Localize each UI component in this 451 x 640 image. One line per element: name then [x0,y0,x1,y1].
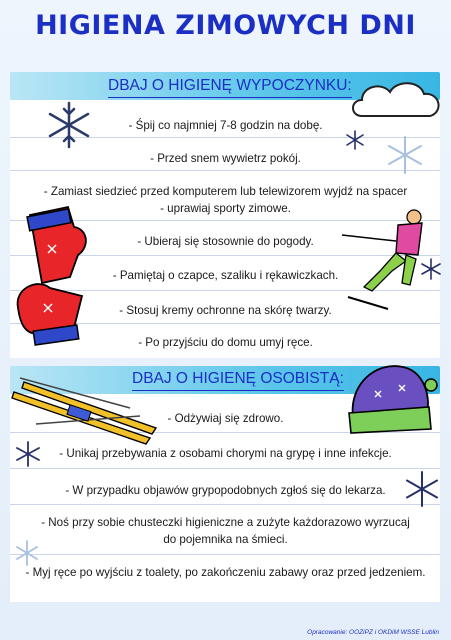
heading-underline [132,390,344,392]
list-item: - Noś przy sobie chusteczki higieniczne a zużyte każdorazowo wyrzucaj [41,516,410,529]
list-item: - Przed snem wywietrz pokój. [150,152,301,165]
list-item: - Stosuj kremy ochronne na skórę twarzy. [119,304,332,317]
snowflake-icon [420,258,442,280]
list-item: - Unikaj przebywania z osobami chorymi na grypę i inne infekcje. [59,447,392,460]
divider [10,504,440,505]
divider [10,170,440,171]
list-item: - Ubieraj się stosownie do pogody. [137,235,314,248]
cloud-icon [350,78,445,123]
snowflake-icon [44,100,94,150]
list-item: do pojemnika na śmieci. [163,533,288,546]
list-item: - Myj ręce po wyjściu z toalety, po zakończeniu zabawy oraz przed jedzeniem. [25,566,426,579]
section-heading-personal [132,370,344,388]
list-item: - Śpij co najmniej 7-8 godzin na dobę. [128,119,323,132]
snowflake-icon [345,130,365,150]
snowflake-icon [385,135,425,175]
list-item: - Odżywiaj się zdrowo. [167,412,284,425]
credit-note: Opracowanie: OOZiPZ i OKDiM WSSE Lublin [307,629,439,636]
section-heading-rest-text: DBAJ O HIGIENĘ WYPOCZYNKU: [108,77,352,94]
heading-underline [108,97,352,99]
snowflake-icon [14,540,40,566]
mitten-icon [18,207,93,287]
list-item: - Pamiętaj o czapce, szaliku i rękawiczkach. [112,269,339,282]
page-title: HIGIENA ZIMOWYCH DNI [35,10,416,41]
divider [10,468,440,469]
list-item: - uprawiaj sporty zimowe. [160,202,291,215]
section-heading-rest [108,77,352,95]
hat-icon [345,355,440,435]
divider [10,554,440,555]
mitten-icon [8,278,93,356]
section-heading-personal-text: DBAJ O HIGIENĘ OSOBISTĄ: [132,370,344,387]
snowflake-icon [14,440,42,468]
list-item: - W przypadku objawów grypopodobnych zgłoś się do lekarza. [65,484,386,497]
list-item: - Zamiast siedzieć przed komputerem lub telewizorem wyjdź na spacer [43,185,408,198]
snowflake-icon [403,470,441,508]
list-item: - Po przyjściu do domu umyj ręce. [138,336,313,349]
